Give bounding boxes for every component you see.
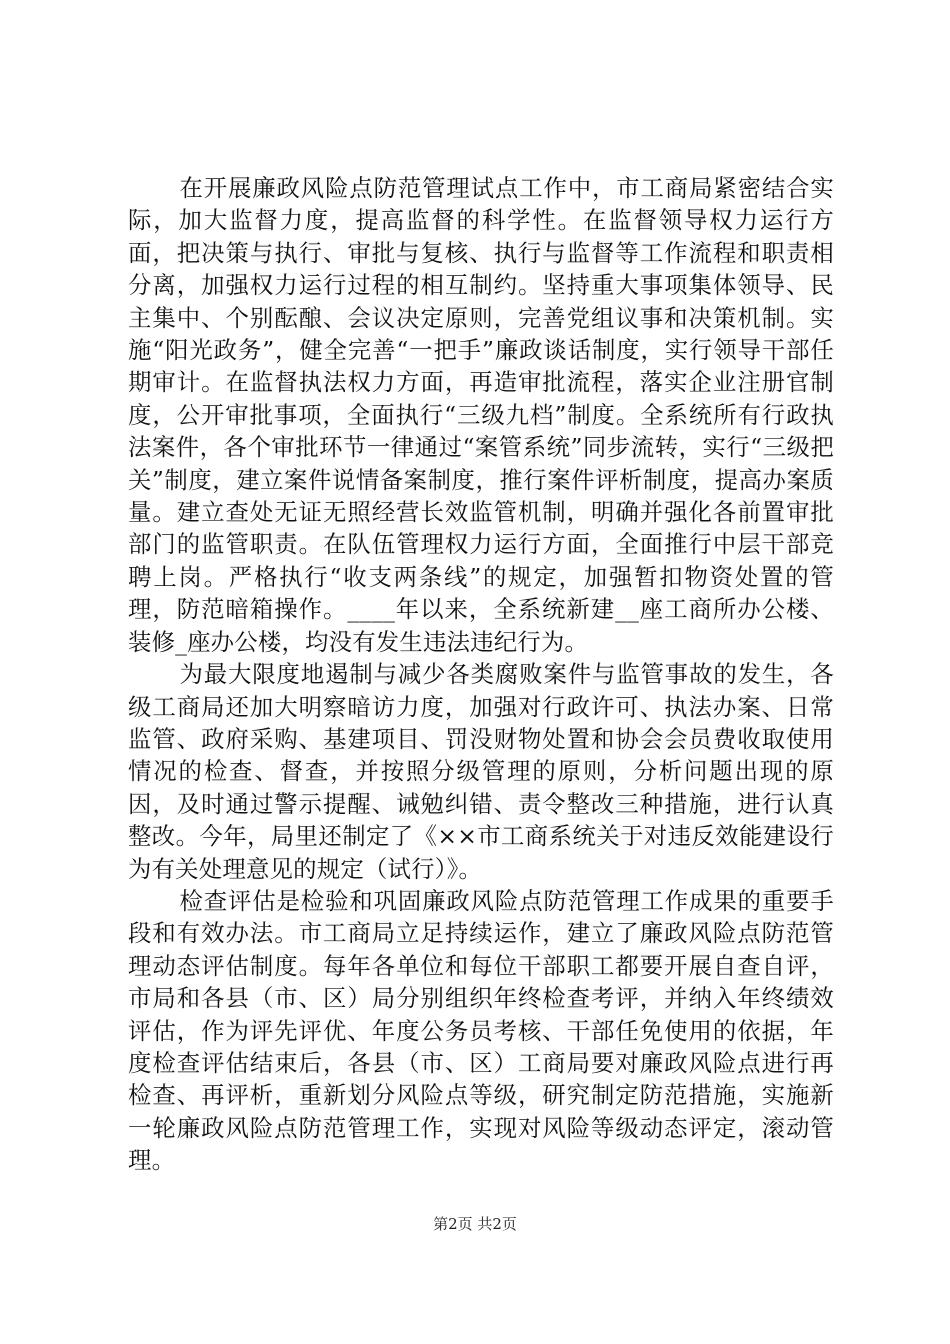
page-number-label: 第2页 共2页: [433, 1215, 517, 1233]
paragraph-3: 检查评估是检验和巩固廉政风险点防范管理工作成果的重要手段和有效办法。市工商局立足持续运作，建立了廉政风险点防范管理动态评估制度。每年各单位和每位干部职工都要开展自查自评，市局和各县（市、区）局分别组织年终检查考评，并纳入年终绩效评估，作为评先评优、年度公务员考核、干部任免使用的依据，年度检查评估结束后，各县（市、区）工商局要对廉政风险点进行再检查、再评析，重新划分风险点等级，研究制定防范措施，实施新一轮廉政风险点防范管理工作，实现对风险等级动态评定，滚动管理。: [128, 886, 834, 1175]
document-body: [128, 172, 834, 1177]
paragraph-2: 为最大限度地遏制与减少各类腐败案件与监管事故的发生，各级工商局还加大明察暗访力度，加强对行政许可、执法办案、日常监管、政府采购、基建项目、罚没财物处置和协会会员费收取使用情况的检查、督查，并按照分级管理的原则，分析问题出现的原因，及时通过警示提醒、诫勉纠错、责令整改三种措施，进行认真整改。今年，局里还制定了《××市工商系统关于对违反效能建设行为有关处理意见的规定（试行）》。: [128, 660, 834, 883]
paragraph-1: 在开展廉政风险点防范管理试点工作中，市工商局紧密结合实际，加大监督力度，提高监督的科学性。在监督领导权力运行方面，把决策与执行、审批与复核、执行与监督等工作流程和职责相分离，加强权力运行过程的相互制约。坚持重大事项集体领导、民主集中、个别酝酿、会议决定原则，完善党组议事和决策机制。实施“阳光政务”，健全完善“一把手”廉政谈话制度，实行领导干部任期审计。在监督执法权力方面，再造审批流程，落实企业注册官制度，公开审批事项，全面执行“三级九档”制度。全系统所有行政执法案件，各个审批环节一律通过“案管系统”同步流转，实行“三级把关”制度，建立案件说情备案制度，推行案件评析制度，提高办案质量。建立查处无证无照经营长效监管机制，明确并强化各前置审批部门的监管职责。在队伍管理权力运行方面，全面推行中层干部竞聘上岗。严格执行“收支两条线”的规定，加强暂扣物资处置的管理，防范暗箱操作。____年以来，全系统新建__座工商所办公楼、装修_座办公楼，均没有发生违法违纪行为。: [128, 174, 834, 656]
page-footer: [0, 1214, 950, 1234]
